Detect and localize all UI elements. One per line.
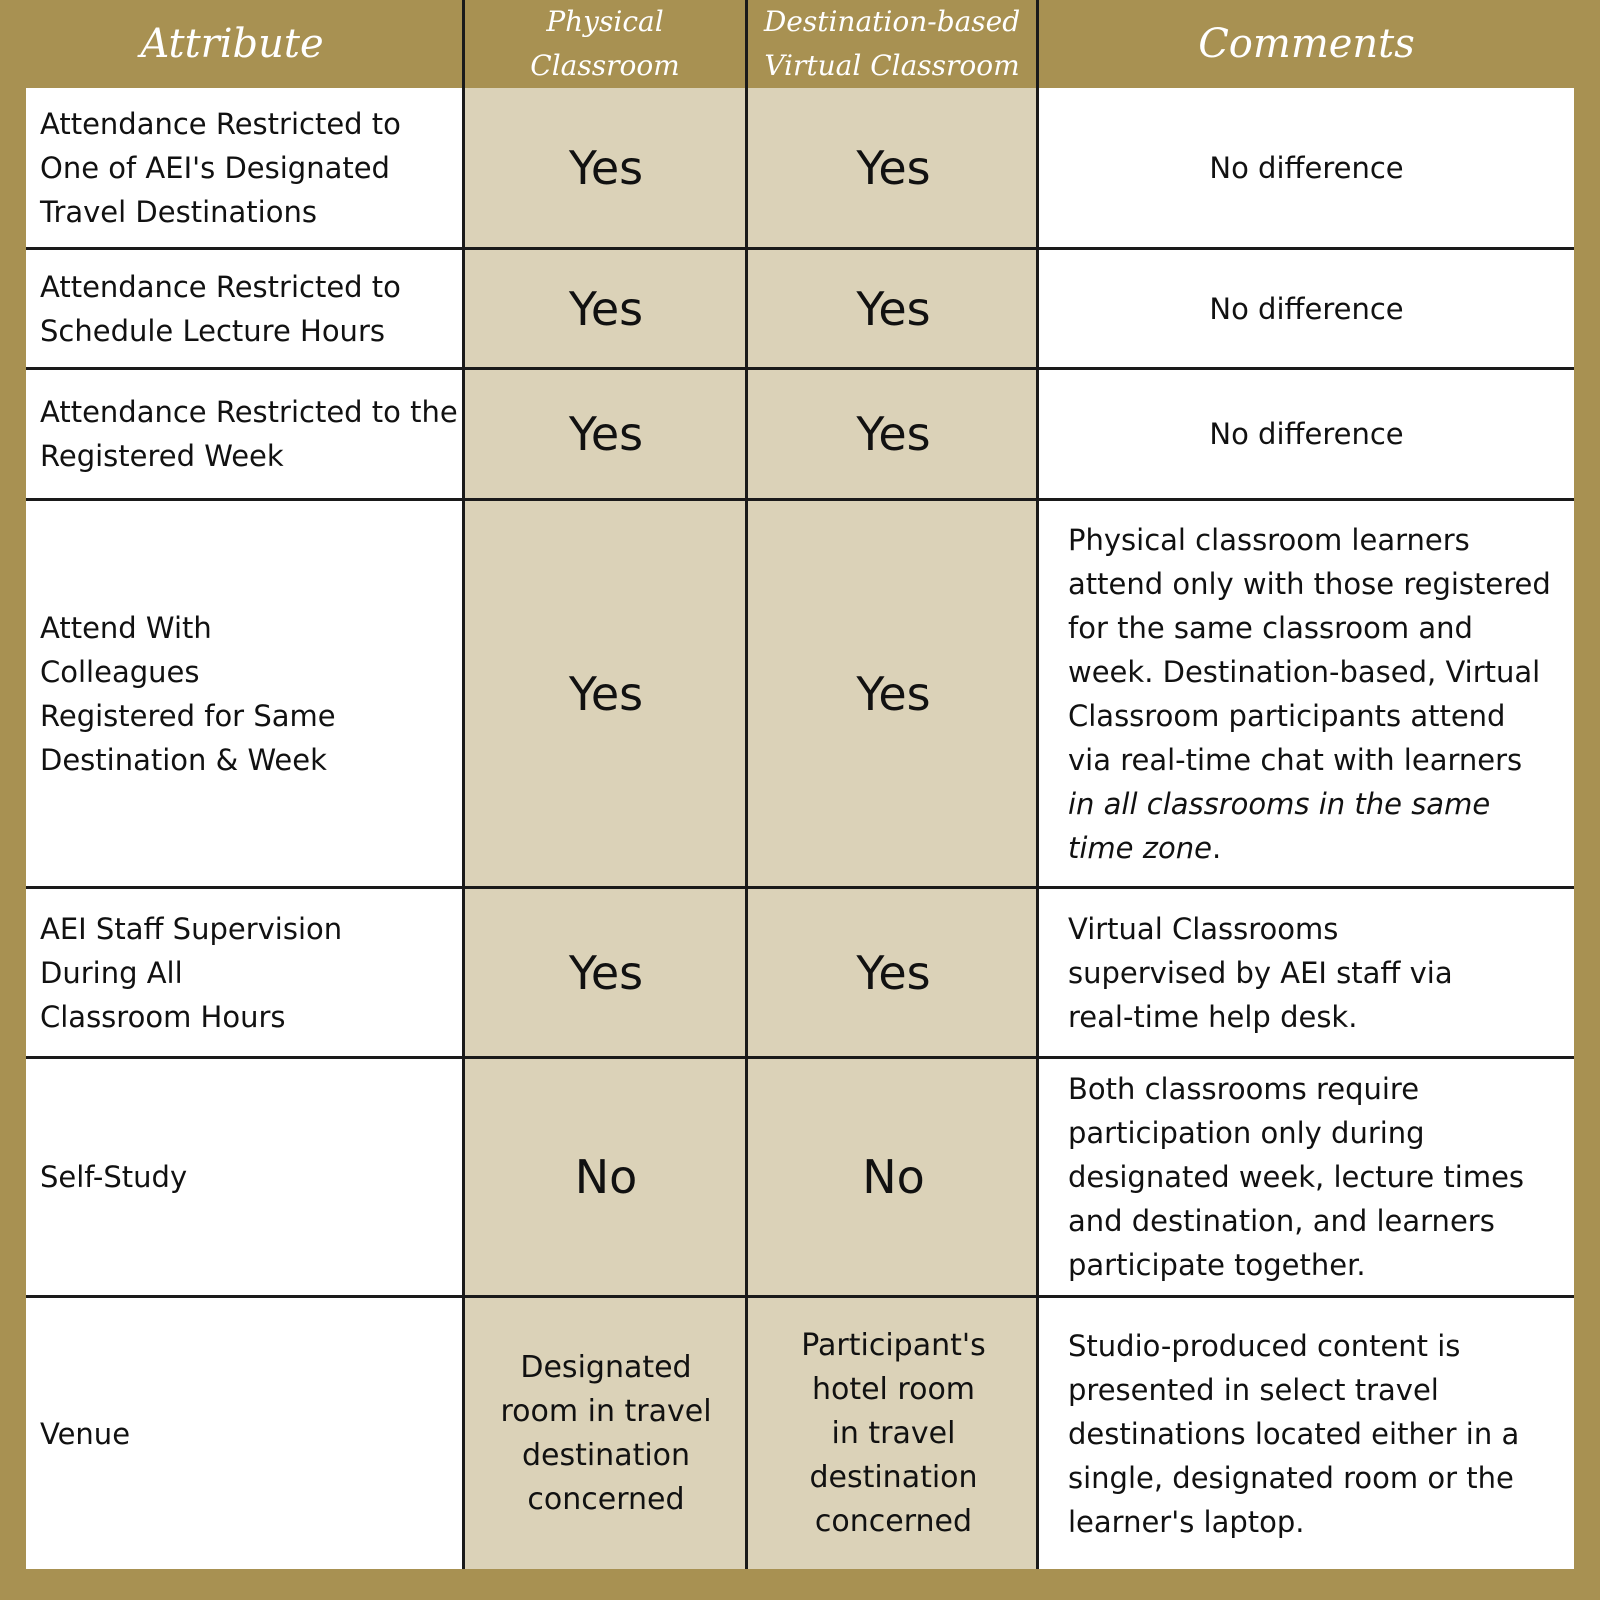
virtual-value: Yes <box>748 370 1039 498</box>
table-row <box>26 1059 1574 1295</box>
physical-value: Yes <box>464 501 748 886</box>
table-row <box>26 250 1574 367</box>
column-divider <box>1036 88 1039 1569</box>
comment-plain-text: Physical classroom learners attend only with those registered for the same classroom and week. Destination-based, Virtual Classroom participants attend via real-time chat with learners <box>1068 522 1551 777</box>
comment-end-text: . <box>1211 830 1222 865</box>
attribute-cell: Attendance Restricted to Schedule Lecture Hours <box>40 269 401 348</box>
physical-value: Yes <box>464 250 748 367</box>
table-row <box>26 1298 1574 1569</box>
comment-cell: No difference <box>1209 417 1404 451</box>
comment-cell: Both classrooms require participation only during designated week, lecture times and destination, and learners participate together. <box>1068 1072 1525 1282</box>
table-row <box>26 370 1574 498</box>
virtual-value: Yes <box>748 88 1039 247</box>
comment-cell: Studio-produced content is presented in select travel destinations located either in a single, designated room or the learner's laptop. <box>1068 1328 1520 1539</box>
virtual-value: Yes <box>748 501 1039 886</box>
virtual-value: No <box>748 1059 1039 1295</box>
physical-value: Yes <box>464 370 748 498</box>
attribute-cell: Self-Study <box>40 1160 188 1194</box>
comment-text <box>1068 518 1554 870</box>
comparison-table <box>26 88 1574 1569</box>
virtual-value: Participant's hotel room in travel destination concerned <box>748 1298 1039 1569</box>
comment-italic-text: in all classrooms in the same time zone <box>1068 786 1491 865</box>
comment-cell: No difference <box>1209 150 1404 185</box>
virtual-value: Yes <box>748 889 1039 1056</box>
physical-value: Designated room in travel destination concerned <box>464 1298 748 1569</box>
table-header <box>0 0 1600 88</box>
attribute-cell: Attendance Restricted to One of AEI's Designated Travel Destinations <box>40 106 401 229</box>
header-attribute: Attribute <box>140 21 324 67</box>
attribute-cell: Venue <box>40 1416 131 1451</box>
physical-value: Yes <box>464 889 748 1056</box>
header-virtual-classroom: Destination-based Virtual Classroom <box>763 5 1021 82</box>
comment-cell <box>1039 501 1574 886</box>
table-row <box>26 889 1574 1056</box>
attribute-cell: Attend With Colleagues Registered for Same Destination & Week <box>40 610 336 777</box>
virtual-value: Yes <box>748 250 1039 367</box>
physical-value: Yes <box>464 88 748 247</box>
table-row <box>26 88 1574 247</box>
header-physical-classroom: Physical Classroom <box>530 5 680 82</box>
header-comments: Comments <box>1198 21 1415 67</box>
attribute-cell: Attendance Restricted to the Registered Week <box>40 395 458 473</box>
comment-cell: Virtual Classrooms supervised by AEI staff via real-time help desk. <box>1068 911 1453 1034</box>
table-row <box>26 501 1574 886</box>
column-divider <box>745 88 748 1569</box>
attribute-cell: AEI Staff Supervision During All Classroom Hours <box>40 911 343 1034</box>
column-divider <box>462 88 465 1569</box>
comment-cell: No difference <box>1209 291 1404 326</box>
physical-value: No <box>464 1059 748 1295</box>
